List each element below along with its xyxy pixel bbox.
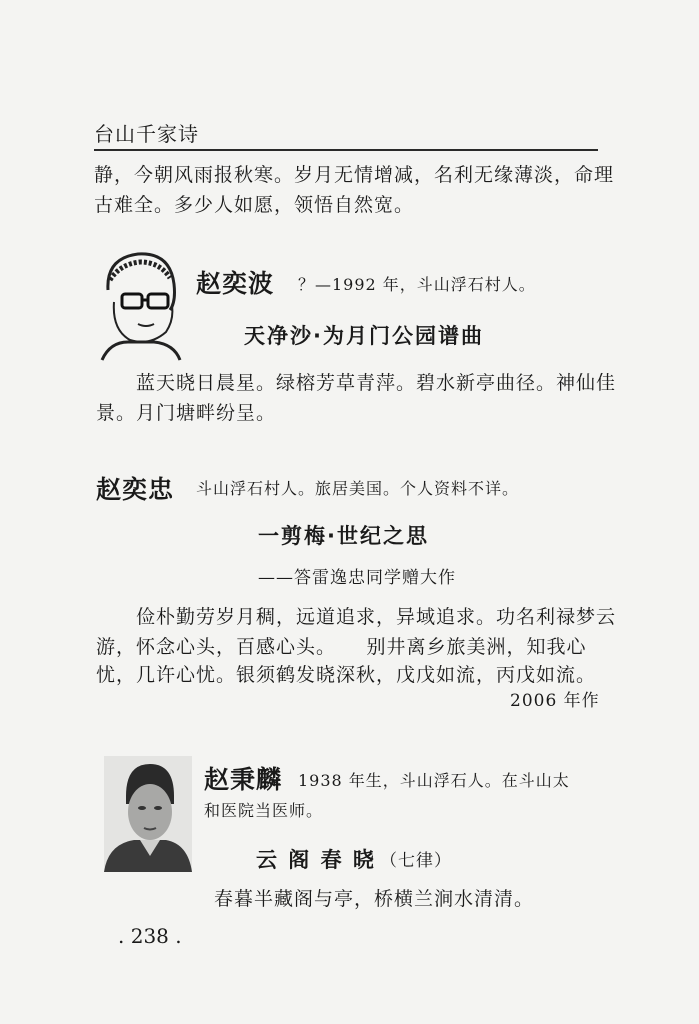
author-bio: ？—1992 年，斗山浮石村人。 [298,275,536,294]
header-rule [94,149,598,151]
author-name: 赵奕波 [196,269,275,298]
poem-subtitle: ——答雷逸忠同学赠大作 [258,568,456,588]
intro-line-2: 古难全。多少人如愿，领悟自然宽。 [94,194,415,216]
poem-line-3: 忧，几许心忧。银须鹤发晓深秋，戊戊如流，丙戊如流。 [96,664,597,686]
running-header: 台山千家诗 [94,122,199,146]
poem-form: （七律） [380,851,452,871]
intro-line-1: 静，今朝风雨报秋寒。岁月无情增减，名利无缘薄淡，命理 [94,164,615,186]
page-number: . 238 . [118,924,182,948]
poem-line-1: 俭朴勤劳岁月稠，远道追求，异域追求。功名利禄梦云 [136,606,617,628]
poem-line-1: 春暮半藏阁与亭，桥横兰涧水清清。 [214,888,535,910]
poem-title: 一剪梅·世纪之思 [258,524,429,548]
poem-line-2: 景。月门塘畔纷呈。 [96,402,277,424]
poem-line-1: 蓝天晓日晨星。绿榕芳草青萍。碧水新亭曲径。神仙佳 [136,372,617,394]
author-photo [104,756,192,872]
poem-title: 天净沙·为月门公园谱曲 [244,324,484,348]
author-name: 赵奕忠 [96,475,175,504]
author-bio: 斗山浮石村人。旅居美国。个人资料不详。 [196,479,520,498]
author-name: 赵秉麟 [204,765,283,794]
poem-title: 云 阁 春 晓 [256,848,376,872]
poem-line-2: 游，怀念心头，百感心头。 别井离乡旅美洲，知我心 [96,636,587,658]
author-bio-line-2: 和医院当医师。 [204,801,324,820]
poem-date-note: 2006 年作 [510,691,600,711]
author-portrait-sketch [100,250,182,362]
author-bio-line-1: 1938 年生，斗山浮石人。在斗山太 [298,771,570,790]
